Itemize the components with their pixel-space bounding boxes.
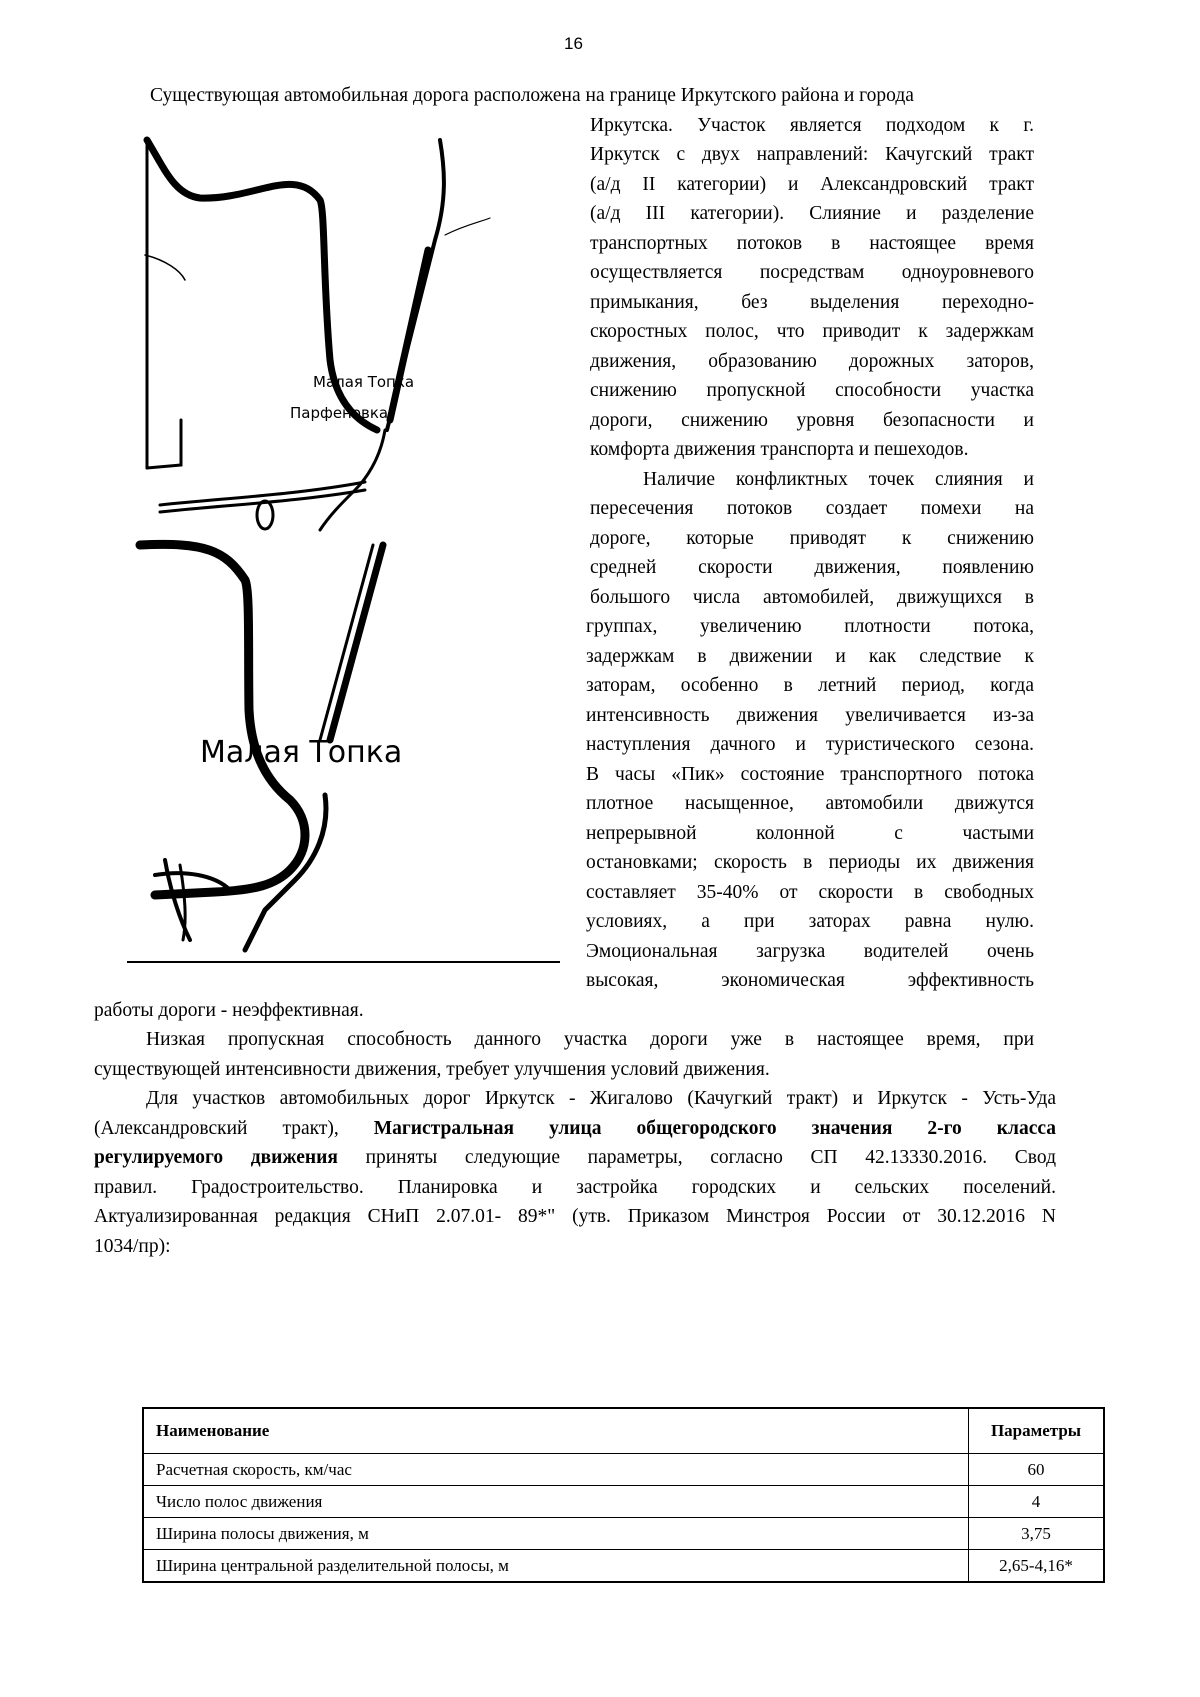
table-cell: Ширина центральной разделительной полосы, м [143, 1550, 969, 1583]
text-line: (а/д III категории). Слияние и разделение [590, 203, 1034, 224]
table-cell: 2,65-4,16* [969, 1550, 1105, 1583]
page-number: 16 [564, 34, 583, 53]
text-line: составляет 35-40% от скорости в свободных [586, 882, 1034, 903]
text-line: дороге, которые приводят к снижению [590, 528, 1034, 549]
text-line: задержкам в движении и как следствие к [586, 646, 1034, 667]
text-line: средней скорости движения, появлению [590, 557, 1034, 578]
text-line: транспортных потоков в настоящее время [590, 233, 1034, 254]
text-line: плотное насыщенное, автомобили движутся [586, 793, 1034, 814]
text-line: В часы «Пик» состояние транспортного потока [586, 764, 1034, 785]
table-row [143, 1518, 1104, 1550]
text-line: Иркутска. Участок является подходом к г. [590, 115, 1034, 136]
text-line: Низкая пропускная способность данного участка дороги уже в настоящее время, при [146, 1029, 1034, 1050]
bold-segment: регулируемого движения [94, 1147, 338, 1168]
column-header-name: Наименование [143, 1408, 969, 1454]
text-line: существующей интенсивности движения, требует улучшения условий движения. [94, 1059, 770, 1080]
table-cell: Ширина полосы движения, м [143, 1518, 969, 1550]
text-line [94, 1114, 1056, 1144]
map-label-malaya-topka-small: Малая Топка [313, 373, 415, 391]
text-line: Наличие конфликтных точек слияния и [643, 469, 1034, 490]
text-line: дороги, снижению уровня безопасности и [590, 410, 1034, 431]
text-line: осуществляется посредствам одноуровневого [590, 262, 1034, 283]
text-line: наступления дачного и туристического сезона. [586, 734, 1034, 755]
text-line: снижению пропускной способности участка [590, 380, 1034, 401]
text-line: пересечения потоков создает помехи на [590, 498, 1034, 519]
table-row [143, 1454, 1104, 1486]
text-line [94, 1143, 1056, 1173]
table-cell: Число полос движения [143, 1486, 969, 1518]
text-segment: приняты следующие параметры, согласно СП 42.13330.2016. Свод [365, 1147, 1056, 1168]
text-line: остановками; скорость в периоды их движения [586, 852, 1034, 873]
table-cell: Расчетная скорость, км/час [143, 1454, 969, 1486]
text-line: Для участков автомобильных дорог Иркутск - Жигалово (Качугкий тракт) и Иркутск - Усть-Уда [146, 1088, 1056, 1109]
map-label-malaya-topka-large: Малая Топка [200, 735, 403, 770]
table-cell: 60 [969, 1454, 1105, 1486]
table-cell: 3,75 [969, 1518, 1105, 1550]
table-row [143, 1486, 1104, 1518]
table-cell: 4 [969, 1486, 1105, 1518]
bold-segment: Магистральная улица общегородского значения 2-го класса [373, 1118, 1057, 1139]
column-header-params: Параметры [969, 1408, 1105, 1454]
text-line: группах, увеличению плотности потока, [586, 616, 1034, 637]
text-line: Иркутск с двух направлений: Качугский тракт [590, 144, 1034, 165]
text-line: непрерывной колонной с частыми [586, 823, 1034, 844]
text-line: скоростных полос, что приводит к задержкам [590, 321, 1034, 342]
text-line: (а/д II категории) и Александровский тракт [590, 174, 1034, 195]
parameters-table [142, 1407, 1105, 1583]
table-header-row [143, 1408, 1104, 1454]
road-map-figures [125, 130, 605, 1050]
text-line: Актуализированная редакция СНиП 2.07.01- 89*" (утв. Приказом Минстроя России от 30.12.2016 N [94, 1206, 1056, 1227]
paragraph-1-line-1: Существующая автомобильная дорога расположена на границе Иркутского района и города [150, 85, 914, 106]
text-line: комфорта движения транспорта и пешеходов. [590, 439, 969, 460]
text-line: примыкания, без выделения переходно- [590, 292, 1034, 313]
text-line: правил. Градостроительство. Планировка и застройка городских и сельских поселений. [94, 1177, 1056, 1198]
top-map [145, 140, 490, 530]
text-line: интенсивность движения увеличивается из-за [586, 705, 1034, 726]
text-line: условиях, а при заторах равна нулю. [586, 911, 1034, 932]
text-line: работы дороги - неэффективная. [94, 1000, 364, 1021]
text-line: движения, образованию дорожных заторов, [590, 351, 1034, 372]
text-line: высокая, экономическая эффективность [586, 970, 1034, 991]
text-line: заторам, особенно в летний период, когда [586, 675, 1034, 696]
text-line: 1034/пр): [94, 1236, 171, 1257]
table-row [143, 1550, 1104, 1583]
text-segment: (Александровский тракт), [94, 1118, 339, 1139]
text-line: Эмоциональная загрузка водителей очень [586, 941, 1034, 962]
text-line: большого числа автомобилей, движущихся в [590, 587, 1034, 608]
map-label-parfenovka: Парфеновка [290, 404, 389, 422]
